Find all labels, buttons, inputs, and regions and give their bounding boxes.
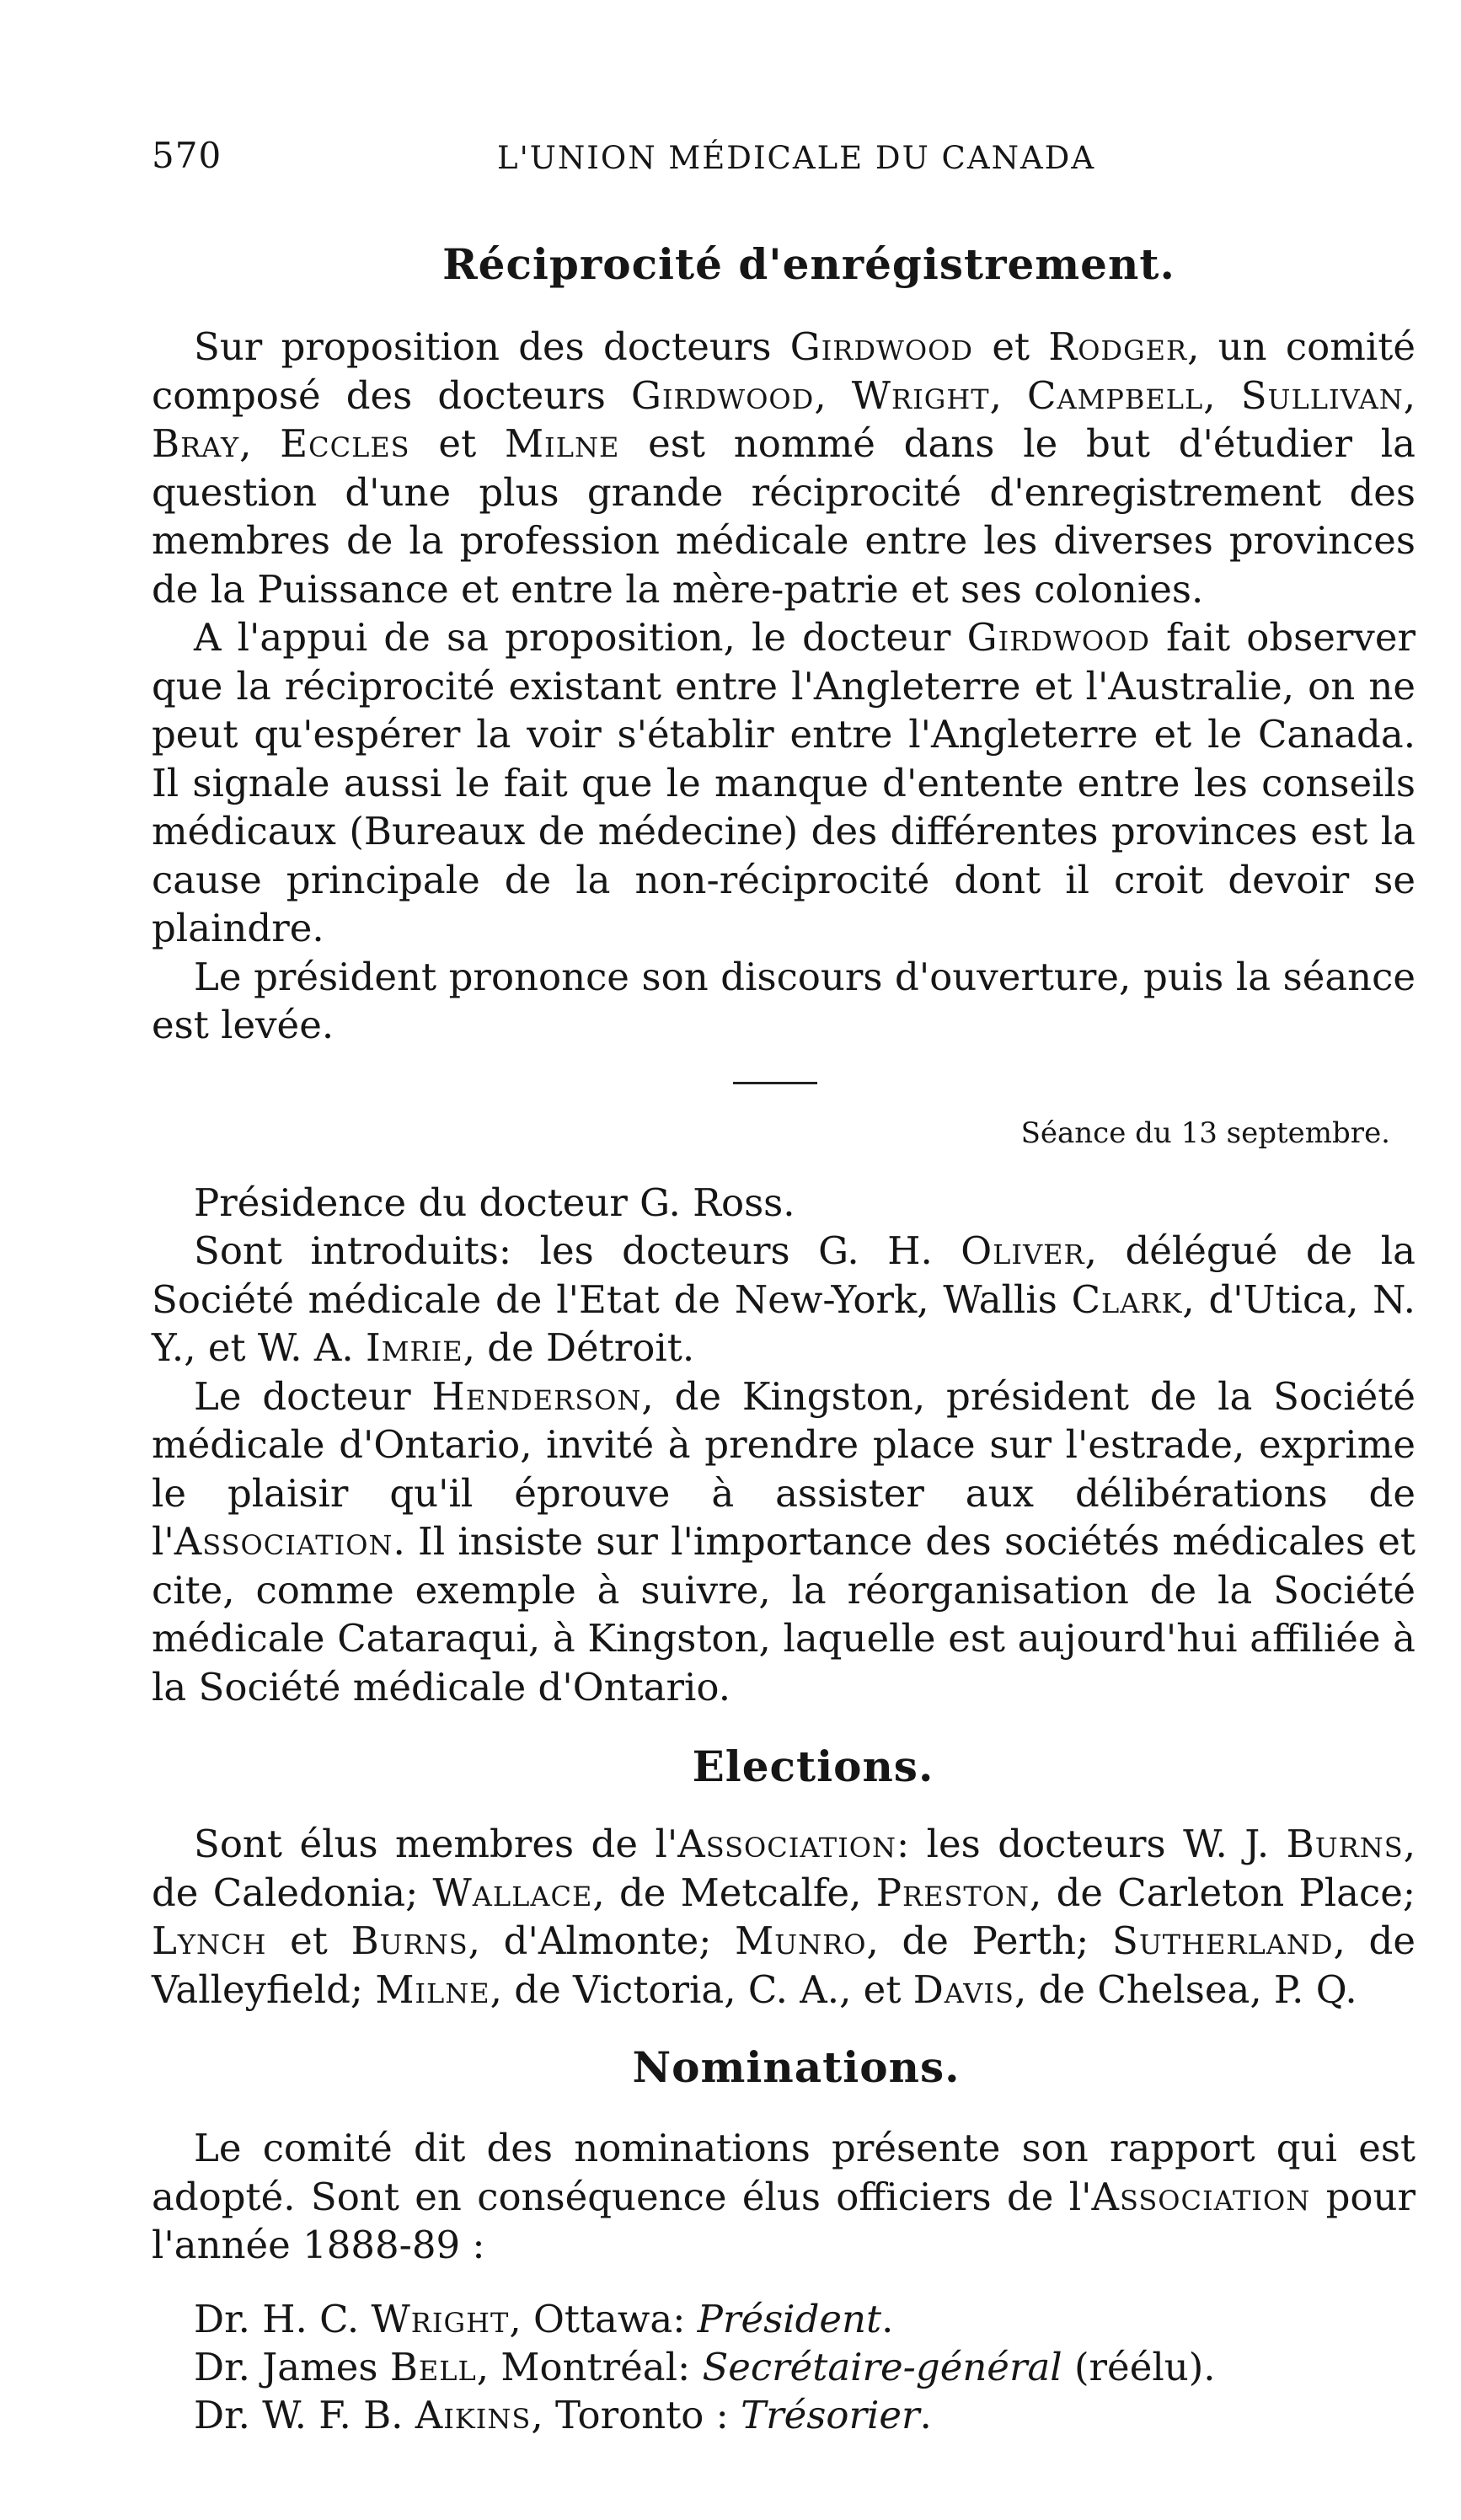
paragraph-reciprocity-3: Le président prononce son discours d'ouverture, puis la séance est levée. xyxy=(152,954,1416,1047)
text: Dr. W. F. B. xyxy=(194,2392,415,2437)
person-name: Clark xyxy=(1071,1276,1183,1322)
person-name: Milne xyxy=(375,1966,490,2012)
text: Sont élus membres de l' xyxy=(194,1822,678,1866)
text: , de Metcalfe, xyxy=(592,1870,876,1915)
text: et xyxy=(266,1918,351,1963)
person-name: Henderson xyxy=(431,1373,642,1419)
person-name: Wallace xyxy=(432,1870,593,1915)
association-name: Association xyxy=(677,1822,896,1866)
text: fait observer que la réciprocité existant entre l'Angleterre et l'Australie, on ne peut qu'espérer la voir s'établir entre l'Angleterre et le Canada. Il signale aussi le fait que le manque d'entente entre les conseils médicaux (Bureaux de médecine) des différentes provinces est la cause principale de la non-réciprocité dont il croit devoir se plaindre. xyxy=(152,615,1416,950)
person-name: Sullivan xyxy=(1240,372,1404,418)
heading-nominations: Nominations. xyxy=(632,2042,961,2092)
paragraph-introductions xyxy=(152,1227,1416,1372)
person-name: Imrie xyxy=(365,1325,463,1370)
person-name: Girdwood xyxy=(630,372,815,418)
text: est nommé dans le but d'étudier la question d'une plus grande réciprocité d'enregistrement des membres de la profession médicale entre les diverses provinces de la Puissance et entre la mère-patrie et ses colonies. xyxy=(152,421,1416,612)
person-name: Lynch xyxy=(152,1918,267,1963)
paragraph-elections xyxy=(152,1820,1416,2014)
officers-list xyxy=(152,2295,1416,2439)
paragraph-nominations xyxy=(152,2124,1416,2270)
person-name: Eccles xyxy=(280,421,410,466)
journal-page xyxy=(152,135,1416,2439)
person-name: Burns xyxy=(351,1918,468,1963)
text: (réélu). xyxy=(1062,2344,1216,2389)
text: Le comité dit des nominations présente son rapport qui est adopté. Sont en conséquence élus officiers de l' xyxy=(152,2126,1416,2219)
text: , xyxy=(239,421,281,466)
text: , d'Utica, N. Y., et W. A. xyxy=(152,1276,1416,1370)
text: , de Kingston, président de la Société médicale d'Ontario, invité à prendre place sur l'estrade, exprime le plaisir qu'il éprouve à assister aux délibérations de l' xyxy=(152,1373,1416,1564)
officer-role: Trésorier xyxy=(741,2392,920,2437)
text: , de Détroit. xyxy=(463,1325,695,1370)
text: Sur proposition des docteurs xyxy=(194,324,790,369)
text: . xyxy=(881,2296,894,2341)
person-name: Sutherland xyxy=(1112,1918,1334,1963)
person-name: Rodger xyxy=(1048,324,1188,369)
text: A l'appui de sa proposition, le docteur xyxy=(194,615,967,660)
person-name: Bray xyxy=(152,421,240,466)
text: pour l'année 1888-89 : xyxy=(152,2174,1416,2267)
officer-line xyxy=(194,2295,1416,2343)
text: Le docteur xyxy=(194,1373,432,1419)
person-name: Preston xyxy=(875,1870,1030,1915)
journal-title: L'UNION MÉDICALE DU CANADA xyxy=(497,140,1096,176)
person-name: Milne xyxy=(504,421,620,466)
association-name: Association xyxy=(174,1519,393,1564)
text: , d'Almonte; xyxy=(468,1918,736,1963)
person-name: Davis xyxy=(912,1966,1014,2012)
paragraph-presidence: Présidence du docteur G. Ross. xyxy=(194,1180,795,1225)
person-name: Wright xyxy=(851,372,990,418)
heading-elections: Elections. xyxy=(692,1742,934,1791)
text: . Il insiste sur l'importance des sociétés médicales et cite, comme exemple à suivre, la réorganisation de la Société médicale Cataraqui, à Kingston, laquelle est aujourd'hui affiliée à la Société médicale d'Ontario. xyxy=(152,1519,1416,1709)
person-name: Bell xyxy=(389,2344,477,2389)
text: , de Valleyfield; xyxy=(152,1918,1416,2012)
paragraph-reciprocity-1 xyxy=(152,323,1416,613)
person-name: Wright xyxy=(371,2296,510,2341)
text: , Toronto : xyxy=(531,2392,741,2437)
text: Dr. H. C. xyxy=(194,2296,372,2341)
text: , xyxy=(814,372,852,418)
officer-line xyxy=(194,2391,1416,2439)
paragraph-henderson xyxy=(152,1372,1416,1712)
section-divider xyxy=(733,1082,817,1084)
officer-role: Président xyxy=(697,2296,882,2341)
text: , de Perth; xyxy=(866,1918,1113,1963)
text: , de Chelsea, P. Q. xyxy=(1014,1966,1357,2012)
person-name: Burns xyxy=(1286,1822,1404,1866)
person-name: Oliver xyxy=(961,1228,1085,1273)
person-name: Campbell xyxy=(1027,372,1204,418)
text: , Ottawa: xyxy=(509,2296,698,2341)
text: , Montréal: xyxy=(476,2344,703,2389)
officer-role: Secrétaire-général xyxy=(702,2344,1062,2389)
text: , xyxy=(1203,372,1241,418)
person-name: Girdwood xyxy=(789,324,974,369)
text: . xyxy=(919,2392,932,2437)
text: , de Caledonia; xyxy=(152,1822,1416,1915)
text: et xyxy=(973,324,1049,369)
person-name: Munro xyxy=(735,1918,867,1963)
person-name: Girdwood xyxy=(966,615,1150,660)
officer-line xyxy=(194,2343,1416,2391)
text: , xyxy=(1403,372,1416,418)
text: Sont introduits: les docteurs G. H. xyxy=(194,1228,961,1273)
page-number: 570 xyxy=(152,135,222,176)
text: , de Victoria, C. A., et xyxy=(490,1966,913,2012)
text: , xyxy=(989,372,1028,418)
text: Dr. James xyxy=(194,2344,390,2389)
text: , délégué de la Société médicale de l'Etat de New-York, Wallis xyxy=(152,1228,1416,1322)
text: et xyxy=(409,421,505,466)
person-name: Aikins xyxy=(415,2392,532,2437)
paragraph-reciprocity-2 xyxy=(152,613,1416,953)
running-head xyxy=(152,135,1416,185)
text: , un comité composé des docteurs xyxy=(152,324,1416,418)
seance-date-line: Séance du 13 septembre. xyxy=(1020,1116,1390,1150)
text: : les docteurs W. J. xyxy=(896,1822,1287,1866)
text: , de Carleton Place; xyxy=(1029,1870,1416,1915)
association-name: Association xyxy=(1091,2174,1311,2219)
heading-reciprocity: Réciprocité d'enrégistrement. xyxy=(442,239,1175,289)
